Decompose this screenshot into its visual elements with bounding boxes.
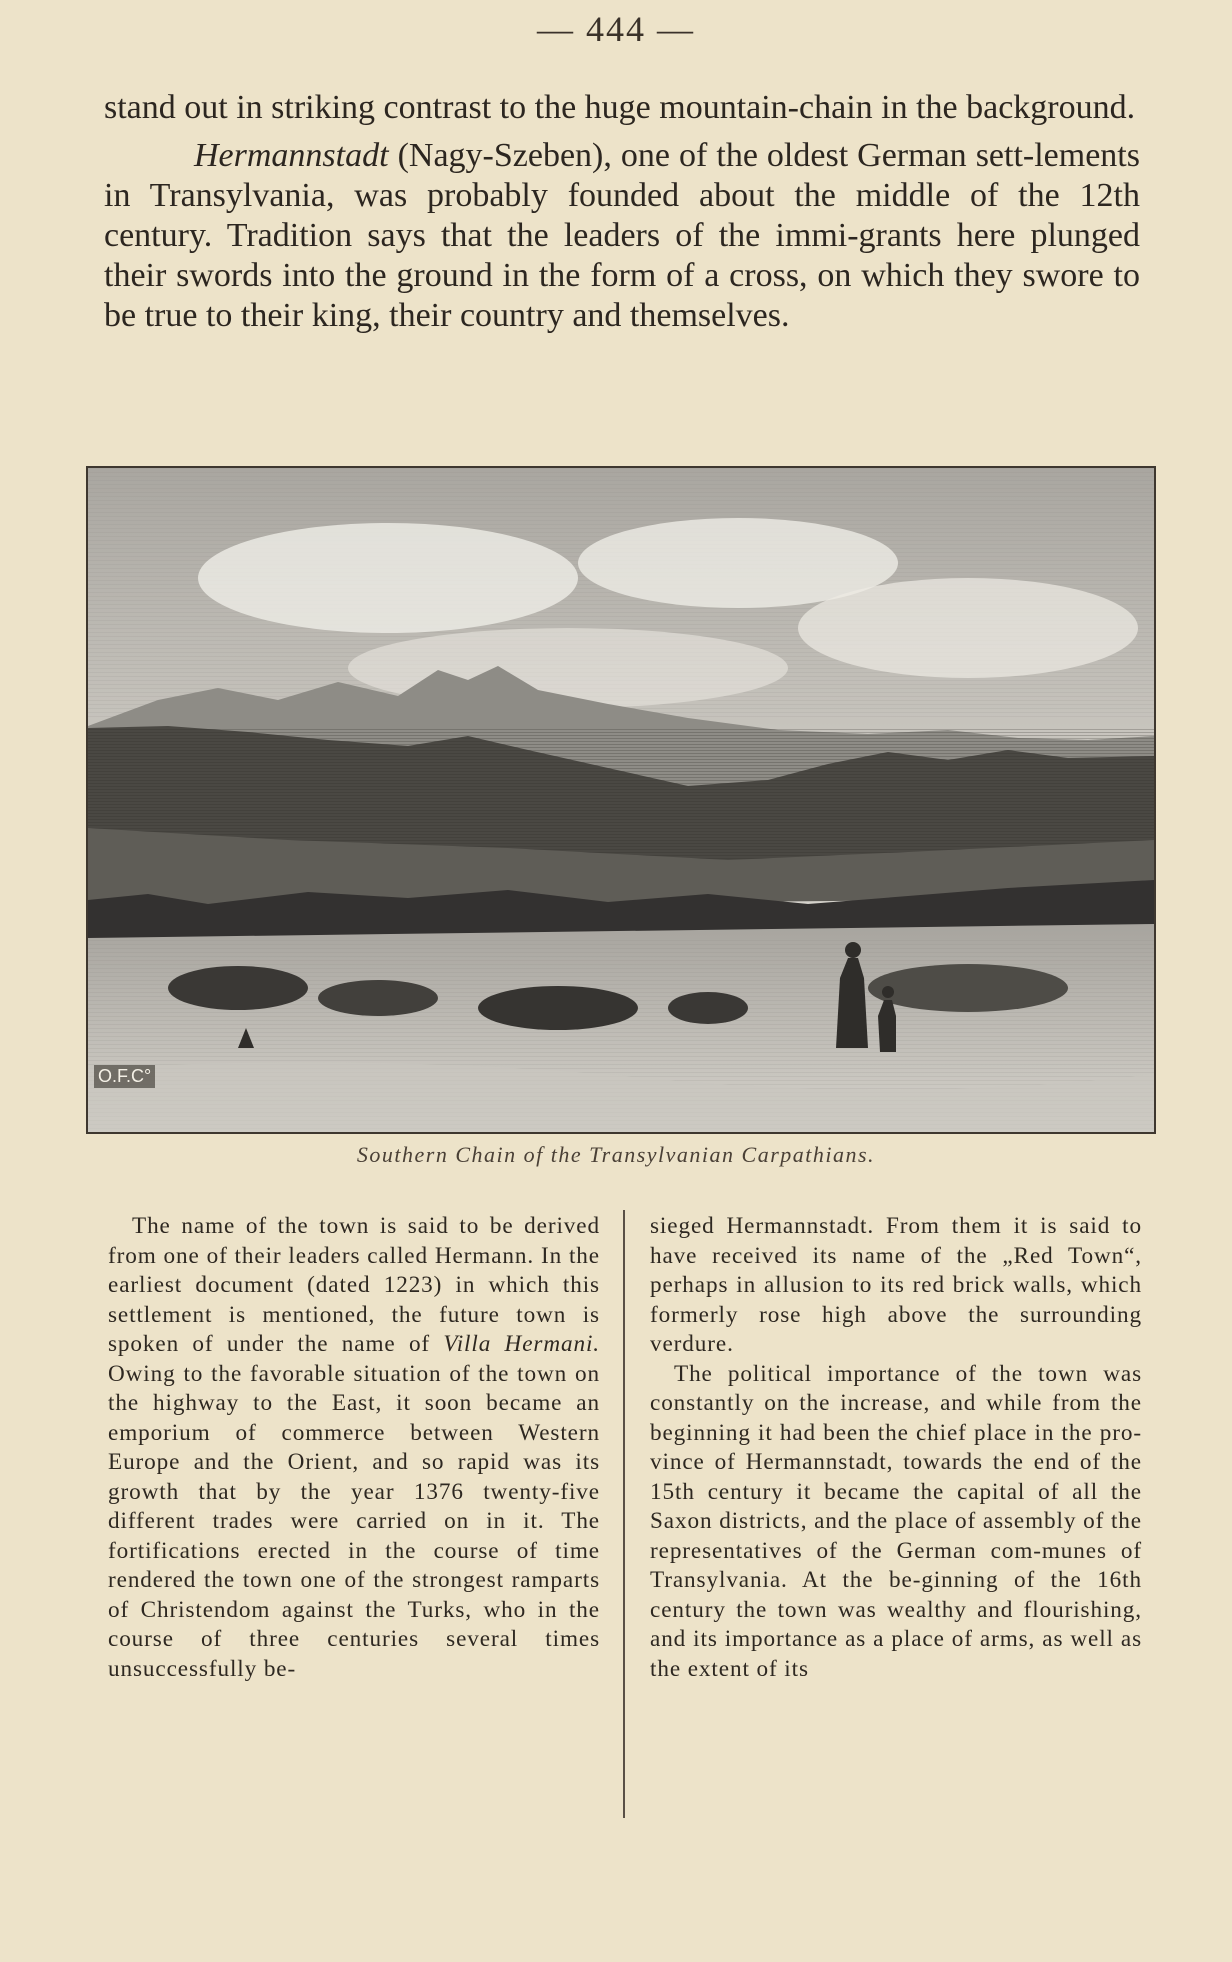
engraving-illustration <box>88 468 1154 1132</box>
intro-text <box>104 88 1140 336</box>
left-text-a: The name of the town is said to be derived from one of their leaders called Hermann. In the earliest document (dated 1223) in which this settlement is mentioned, the future town is spoken of under the name of <box>108 1213 600 1357</box>
column-divider <box>623 1210 625 1818</box>
intro-paragraph-1: stand out in striking contrast to the huge mountain-chain in the background. <box>104 89 1136 126</box>
right-column <box>650 1212 1142 1684</box>
right-column-paragraph-2: The political importance of the town was constantly on the increase, and while from the beginning it had been the chief place in the pro-vince of Hermannstadt, towards the end of the 15th century it became the capital of all the Saxon districts, and the place of assembly of the representatives of the German com-munes of Transylvania. At the be-ginning of the 16th century the town was wealthy and flourishing, and its importance as a place of arms, as well as the extent of its <box>650 1360 1142 1682</box>
town-name-italic: Hermannstadt <box>194 137 389 174</box>
villa-hermani-italic: Villa Hermani. <box>443 1331 600 1357</box>
engraver-mark: O.F.C° <box>94 1065 155 1088</box>
right-column-paragraph-1: sieged Hermannstadt. From them it is said to have received its name of the „Red Town“, perhaps in allusion to its red brick walls, which formerly rose high above the surrounding verdure. <box>650 1213 1142 1357</box>
intro-paragraph-2-text: (Nagy-Szeben), one of the oldest German sett-lements in Transylvania, was probably founded about the middle of the 12th century. Tradition says that the leaders of the immi-grants here plunged their swords into the ground in the form of a cross, on which they swore to be true to their king, their country and themselves. <box>104 137 1140 334</box>
left-column-paragraph <box>108 1212 600 1684</box>
figure-caption: Southern Chain of the Transylvanian Carpathians. <box>356 1142 876 1167</box>
left-column <box>108 1212 600 1684</box>
page-number: — 444 — <box>537 9 695 49</box>
left-text-b: Owing to the favorable situation of the town on the highway to the East, it soon became an emporium of commerce between Western Europe and the Orient, and so rapid was its growth that by the year 1376 twenty-five different trades were carried on in it. The fortifications erected in the course of time rendered the town one of the strongest ramparts of Christendom against the Turks, who in the course of three centuries several times unsuccessfully be- <box>108 1360 600 1682</box>
intro-paragraph-2 <box>104 136 1140 336</box>
mountain-engraving <box>86 466 1156 1134</box>
